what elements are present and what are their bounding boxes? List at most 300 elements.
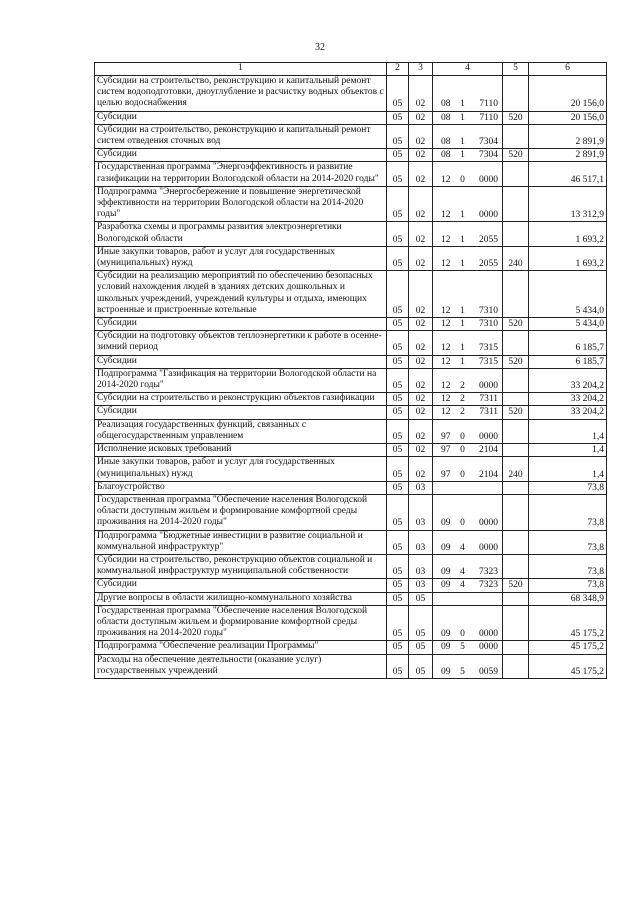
row-expense-type: 520: [503, 355, 529, 368]
row-subsection: 05: [409, 641, 433, 654]
row-name-cell: [95, 579, 387, 592]
row-subsection: 02: [409, 331, 433, 355]
row-name: Субсидии на строительство, реконструкцию и капитальный ремонт систем отведения сточных вод: [97, 124, 371, 147]
row-subsection: 02: [409, 76, 433, 112]
table-row: [95, 406, 607, 419]
col-header-expense-type: 5: [503, 63, 529, 76]
row-program-code: 12: [441, 343, 451, 354]
row-amount: 45 175,2: [529, 605, 607, 641]
row-name-cell: [95, 592, 387, 605]
row-program-code: 08: [441, 112, 451, 123]
row-name: Субсидии на реализацию мероприятий по обеспечению безопасных условий нахождения людей в зданиях детских дошкольных и школьных учреждений, учреждений культуры и отдыха, имеющих встроенные и пристроенные котельные: [97, 271, 373, 315]
row-subprogram-code: 1: [460, 99, 465, 110]
row-subsection: 02: [409, 149, 433, 162]
row-amount: 46 517,1: [529, 162, 607, 186]
row-section: 05: [387, 393, 409, 406]
row-subprogram-code: 1: [460, 112, 465, 123]
row-section: 05: [387, 246, 409, 270]
row-subprogram-code: 0: [460, 174, 465, 185]
table-row: [95, 457, 607, 481]
row-name: Субсидии на строительство, реконструкцию и капитальный ремонт систем водоподготовки, дноуглубление и расчистку водных объектов с целью водоснабжения: [97, 76, 384, 109]
row-target-article: [433, 368, 503, 392]
row-program-code: 08: [441, 137, 451, 148]
table-row: [95, 318, 607, 331]
row-direction-code: 7304: [479, 150, 498, 161]
row-program-code: 09: [441, 567, 451, 578]
col-header-section: 2: [387, 63, 409, 76]
row-direction-code: 2104: [479, 469, 498, 480]
row-target-article: [433, 641, 503, 654]
row-amount: 1,4: [529, 419, 607, 443]
row-section: 05: [387, 419, 409, 443]
row-expense-type: 520: [503, 406, 529, 419]
row-subsection: 02: [409, 162, 433, 186]
row-name-cell: [95, 76, 387, 112]
row-expense-type: [503, 331, 529, 355]
row-program-code: 12: [441, 394, 451, 405]
row-subsection: 03: [409, 494, 433, 530]
row-subsection: 02: [409, 222, 433, 246]
row-name-cell: [95, 494, 387, 530]
row-amount: 1 693,2: [529, 246, 607, 270]
row-amount: 73,8: [529, 481, 607, 494]
row-amount: 33 204,2: [529, 406, 607, 419]
row-subprogram-code: 1: [460, 234, 465, 245]
row-direction-code: 7315: [479, 343, 498, 354]
table-row: [95, 271, 607, 318]
row-name-cell: [95, 530, 387, 554]
row-section: 05: [387, 592, 409, 605]
table-row: [95, 124, 607, 148]
row-direction-code: 7304: [479, 137, 498, 148]
header-row: [95, 63, 607, 76]
row-program-code: 08: [441, 99, 451, 110]
row-target-article: [433, 481, 503, 494]
row-program-code: 08: [441, 150, 451, 161]
row-section: 05: [387, 530, 409, 554]
row-amount: 1 693,2: [529, 222, 607, 246]
row-subsection: 02: [409, 444, 433, 457]
row-program-code: 09: [441, 666, 451, 677]
row-target-article: [433, 124, 503, 148]
row-amount: 5 434,0: [529, 318, 607, 331]
row-target-article: [433, 162, 503, 186]
row-amount: 1,4: [529, 457, 607, 481]
row-name: Государственная программа "Обеспечение населения Вологодской области доступным жильем и формирование комфортной среды проживания на 2014-2020 годы": [97, 605, 368, 639]
row-subsection: 02: [409, 457, 433, 481]
row-target-article: [433, 530, 503, 554]
row-expense-type: [503, 124, 529, 148]
row-name: Подпрограмма "Энергосбережение и повышение энергетической эффективности на территории Вологодской области на 2014-2020 годы": [97, 186, 364, 220]
row-direction-code: 7315: [479, 356, 498, 367]
row-direction-code: 2055: [479, 259, 498, 270]
row-subsection: 05: [409, 654, 433, 678]
row-expense-type: [503, 419, 529, 443]
row-subprogram-code: 1: [460, 343, 465, 354]
row-name-cell: [95, 246, 387, 270]
budget-table: [94, 62, 607, 679]
row-name-cell: [95, 605, 387, 641]
row-target-article: [433, 331, 503, 355]
row-name-cell: [95, 124, 387, 148]
row-expense-type: [503, 494, 529, 530]
row-subprogram-code: 0: [460, 629, 465, 640]
row-section: 05: [387, 444, 409, 457]
row-subsection: 02: [409, 318, 433, 331]
row-expense-type: [503, 554, 529, 578]
row-name-cell: [95, 149, 387, 162]
row-direction-code: 7110: [479, 112, 498, 123]
row-target-article: [433, 271, 503, 318]
row-target-article: [433, 355, 503, 368]
row-expense-type: [503, 76, 529, 112]
table-row: [95, 355, 607, 368]
row-subprogram-code: 2: [460, 394, 465, 405]
row-direction-code: 0000: [479, 542, 498, 553]
row-subsection: 02: [409, 419, 433, 443]
row-subprogram-code: 0: [460, 445, 465, 456]
row-section: 05: [387, 457, 409, 481]
row-name: Благоустройство: [97, 481, 165, 492]
row-amount: 73,8: [529, 579, 607, 592]
row-amount: 68 348,9: [529, 592, 607, 605]
row-subprogram-code: 4: [460, 542, 465, 553]
row-name: Субсидии: [97, 149, 137, 160]
table-row: [95, 592, 607, 605]
row-subsection: 02: [409, 406, 433, 419]
row-name: Расходы на обеспечение деятельности (оказание услуг) государственных учреждений: [97, 654, 322, 676]
row-subprogram-code: 4: [460, 580, 465, 591]
row-expense-type: 520: [503, 149, 529, 162]
row-expense-type: [503, 393, 529, 406]
row-direction-code: 2055: [479, 234, 498, 245]
row-subprogram-code: 5: [460, 642, 465, 653]
row-section: 05: [387, 318, 409, 331]
row-name-cell: [95, 554, 387, 578]
row-name: Субсидии: [97, 406, 137, 417]
row-target-article: [433, 76, 503, 112]
row-name-cell: [95, 641, 387, 654]
row-subprogram-code: 2: [460, 381, 465, 392]
table-row: [95, 444, 607, 457]
row-program-code: 12: [441, 234, 451, 245]
row-name: Подпрограмма "Газификация на территории Вологодской области на 2014-2020 годы": [97, 368, 377, 391]
row-name: Субсидии: [97, 579, 137, 590]
row-subsection: 05: [409, 592, 433, 605]
row-direction-code: 7310: [479, 305, 498, 316]
row-program-code: 09: [441, 580, 451, 591]
row-target-article: [433, 222, 503, 246]
row-name-cell: [95, 186, 387, 222]
row-name-cell: [95, 419, 387, 443]
row-direction-code: 7323: [479, 580, 498, 591]
row-subsection: 02: [409, 124, 433, 148]
row-name-cell: [95, 393, 387, 406]
row-name-cell: [95, 222, 387, 246]
row-subsection: 02: [409, 355, 433, 368]
table-row: [95, 162, 607, 186]
row-amount: 73,8: [529, 554, 607, 578]
row-name: Другие вопросы в области жилищно-коммунального хозяйства: [97, 592, 353, 603]
row-section: 05: [387, 111, 409, 124]
row-expense-type: 520: [503, 111, 529, 124]
row-section: 05: [387, 124, 409, 148]
row-amount: 73,8: [529, 530, 607, 554]
row-name-cell: [95, 481, 387, 494]
row-section: 05: [387, 494, 409, 530]
row-name: Субсидии на строительство, реконструкцию объектов социальной и коммунальной инфраструктур муниципальной собственности: [97, 554, 373, 577]
row-expense-type: [503, 641, 529, 654]
row-direction-code: 0000: [479, 629, 498, 640]
row-direction-code: 0000: [479, 518, 498, 529]
row-program-code: 97: [441, 469, 451, 480]
row-program-code: 12: [441, 174, 451, 185]
row-target-article: [433, 149, 503, 162]
row-name: Исполнение исковых требований: [97, 444, 232, 455]
row-name: Государственная программа "Обеспечение населения Вологодской области доступным жильем и формирование комфортной среды проживания на 2014-2020 годы": [97, 494, 368, 528]
row-amount: 2 891,9: [529, 149, 607, 162]
row-subprogram-code: 0: [460, 431, 465, 442]
row-target-article: [433, 605, 503, 641]
row-amount: 2 891,9: [529, 124, 607, 148]
row-subsection: 03: [409, 481, 433, 494]
row-subsection: 02: [409, 368, 433, 392]
table-row: [95, 605, 607, 641]
row-program-code: 12: [441, 259, 451, 270]
row-direction-code: 0000: [479, 174, 498, 185]
row-expense-type: [503, 271, 529, 318]
row-expense-type: [503, 592, 529, 605]
table-row: [95, 393, 607, 406]
row-program-code: 97: [441, 445, 451, 456]
table-row: [95, 76, 607, 112]
row-section: 05: [387, 579, 409, 592]
row-target-article: [433, 457, 503, 481]
row-expense-type: 520: [503, 579, 529, 592]
row-expense-type: [503, 222, 529, 246]
row-direction-code: 0000: [479, 431, 498, 442]
row-section: 05: [387, 654, 409, 678]
row-subsection: 03: [409, 554, 433, 578]
row-section: 05: [387, 641, 409, 654]
row-direction-code: 2104: [479, 445, 498, 456]
row-subprogram-code: 1: [460, 319, 465, 330]
row-program-code: 09: [441, 642, 451, 653]
row-target-article: [433, 186, 503, 222]
row-subprogram-code: 1: [460, 137, 465, 148]
table-row: [95, 111, 607, 124]
table-row: [95, 641, 607, 654]
row-amount: 20 156,0: [529, 76, 607, 112]
row-amount: 6 185,7: [529, 355, 607, 368]
row-expense-type: [503, 481, 529, 494]
row-expense-type: [503, 530, 529, 554]
row-program-code: 97: [441, 431, 451, 442]
row-name-cell: [95, 111, 387, 124]
row-name-cell: [95, 654, 387, 678]
row-target-article: [433, 654, 503, 678]
row-target-article: [433, 406, 503, 419]
table-row: [95, 222, 607, 246]
row-name: Разработка схемы и программы развития электроэнергетики Вологодской области: [97, 222, 342, 244]
row-program-code: 12: [441, 305, 451, 316]
row-section: 05: [387, 271, 409, 318]
row-program-code: 09: [441, 518, 451, 529]
row-target-article: [433, 318, 503, 331]
row-program-code: 12: [441, 356, 451, 367]
row-target-article: [433, 579, 503, 592]
row-name: Субсидии: [97, 355, 137, 366]
row-section: 05: [387, 76, 409, 112]
row-subprogram-code: 1: [460, 305, 465, 316]
col-header-amount: 6: [529, 63, 607, 76]
row-subprogram-code: 4: [460, 567, 465, 578]
row-target-article: [433, 592, 503, 605]
row-program-code: 12: [441, 407, 451, 418]
row-name: Субсидии: [97, 318, 137, 329]
row-subprogram-code: 1: [460, 150, 465, 161]
table-row: [95, 368, 607, 392]
row-direction-code: 0000: [479, 210, 498, 221]
row-direction-code: 7311: [479, 394, 498, 405]
row-section: 05: [387, 331, 409, 355]
row-target-article: [433, 444, 503, 457]
row-direction-code: 7110: [479, 99, 498, 110]
row-program-code: 09: [441, 629, 451, 640]
row-amount: 6 185,7: [529, 331, 607, 355]
row-name: Иные закупки товаров, работ и услуг для государственных (муниципальных) нужд: [97, 457, 335, 479]
row-subsection: 02: [409, 246, 433, 270]
table-row: [95, 494, 607, 530]
row-section: 05: [387, 186, 409, 222]
table-row: [95, 554, 607, 578]
row-name: Подпрограмма "Бюджетные инвестиции в развитие социальной и коммунальной инфраструктур": [97, 530, 363, 552]
row-program-code: 12: [441, 319, 451, 330]
row-amount: 33 204,2: [529, 393, 607, 406]
row-section: 05: [387, 554, 409, 578]
row-name: Иные закупки товаров, работ и услуг для государственных (муниципальных) нужд: [97, 246, 335, 269]
row-target-article: [433, 393, 503, 406]
row-target-article: [433, 494, 503, 530]
row-name-cell: [95, 318, 387, 331]
row-section: 05: [387, 368, 409, 392]
row-name-cell: [95, 406, 387, 419]
table-row: [95, 246, 607, 270]
row-name-cell: [95, 162, 387, 186]
row-amount: 1,4: [529, 444, 607, 457]
col-header-name: 1: [95, 63, 387, 76]
row-name: Государственная программа "Энергоэффективность и развитие газификации на территории Вологодской области на 2014-2020 годы": [97, 162, 379, 184]
row-name-cell: [95, 368, 387, 392]
row-expense-type: [503, 605, 529, 641]
row-subsection: 03: [409, 530, 433, 554]
row-subprogram-code: 2: [460, 407, 465, 418]
row-target-article: [433, 111, 503, 124]
row-name-cell: [95, 355, 387, 368]
row-expense-type: [503, 186, 529, 222]
row-amount: 45 175,2: [529, 641, 607, 654]
col-header-target-article: 4: [433, 63, 503, 76]
row-amount: 13 312,9: [529, 186, 607, 222]
row-name-cell: [95, 457, 387, 481]
row-expense-type: 520: [503, 318, 529, 331]
row-program-code: 12: [441, 381, 451, 392]
row-direction-code: 0059: [479, 666, 498, 677]
row-name: Субсидии на строительство и реконструкцию объектов газификации: [97, 393, 375, 404]
row-subprogram-code: 1: [460, 356, 465, 367]
row-subsection: 02: [409, 271, 433, 318]
row-direction-code: 7310: [479, 319, 498, 330]
row-section: 05: [387, 355, 409, 368]
row-target-article: [433, 554, 503, 578]
row-direction-code: 7311: [479, 407, 498, 418]
row-section: 05: [387, 406, 409, 419]
table-row: [95, 481, 607, 494]
table-row: [95, 186, 607, 222]
row-subsection: 03: [409, 579, 433, 592]
row-subsection: 05: [409, 605, 433, 641]
row-section: 05: [387, 481, 409, 494]
row-target-article: [433, 246, 503, 270]
row-subsection: 02: [409, 186, 433, 222]
page-number: 32: [315, 42, 325, 53]
row-program-code: 12: [441, 210, 451, 221]
row-subprogram-code: 1: [460, 259, 465, 270]
row-expense-type: [503, 444, 529, 457]
row-name: Субсидии: [97, 111, 137, 122]
table-row: [95, 419, 607, 443]
row-program-code: 09: [441, 542, 451, 553]
row-subprogram-code: 1: [460, 210, 465, 221]
row-subprogram-code: 5: [460, 666, 465, 677]
row-expense-type: 240: [503, 246, 529, 270]
row-name-cell: [95, 331, 387, 355]
table-row: [95, 331, 607, 355]
row-direction-code: 0000: [479, 642, 498, 653]
table-row: [95, 149, 607, 162]
table-row: [95, 530, 607, 554]
row-direction-code: 7323: [479, 567, 498, 578]
row-expense-type: 240: [503, 457, 529, 481]
row-name: Реализация государственных функций, связанных с общегосударственным управлением: [97, 419, 307, 441]
row-amount: 33 204,2: [529, 368, 607, 392]
row-subsection: 02: [409, 111, 433, 124]
row-name-cell: [95, 271, 387, 318]
row-subprogram-code: 0: [460, 518, 465, 529]
row-amount: 5 434,0: [529, 271, 607, 318]
row-name: Субсидии на подготовку объектов теплоэнергетики к работе в осенне-зимний период: [97, 331, 382, 353]
row-target-article: [433, 419, 503, 443]
row-section: 05: [387, 222, 409, 246]
row-section: 05: [387, 149, 409, 162]
row-section: 05: [387, 162, 409, 186]
row-expense-type: [503, 368, 529, 392]
row-amount: 45 175,2: [529, 654, 607, 678]
row-section: 05: [387, 605, 409, 641]
table-row: [95, 579, 607, 592]
row-expense-type: [503, 162, 529, 186]
col-header-subsection: 3: [409, 63, 433, 76]
row-expense-type: [503, 654, 529, 678]
table-row: [95, 654, 607, 678]
row-name-cell: [95, 444, 387, 457]
row-name: Подпрограмма "Обеспечение реализации Программы": [97, 641, 319, 652]
row-subsection: 02: [409, 393, 433, 406]
row-amount: 73,8: [529, 494, 607, 530]
row-direction-code: 0000: [479, 381, 498, 392]
row-amount: 20 156,0: [529, 111, 607, 124]
row-subprogram-code: 0: [460, 469, 465, 480]
